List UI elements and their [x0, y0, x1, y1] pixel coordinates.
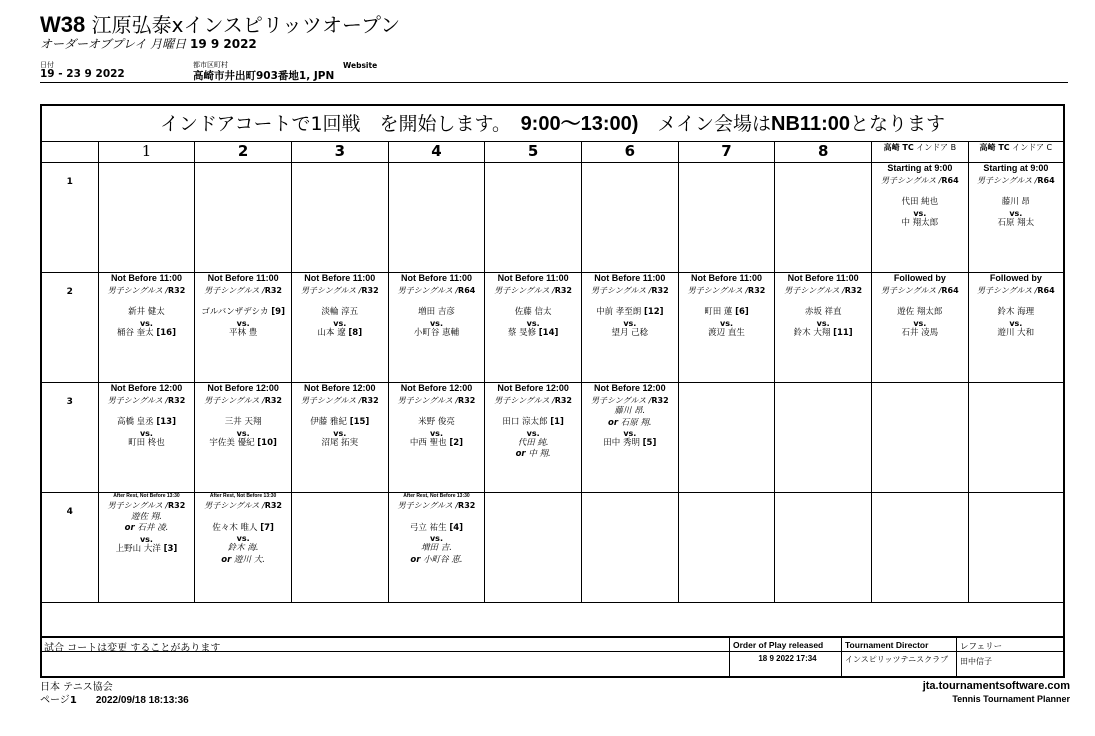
order-of-play-subtitle: オーダーオブプレイ 月曜日 19 9 2022 — [40, 37, 257, 51]
court-header-8: 8 — [775, 142, 872, 163]
player-1: 町田 蓮 [6] — [704, 307, 749, 317]
match-cell[interactable] — [581, 273, 678, 383]
player-1: 米野 俊亮 — [418, 417, 455, 427]
match-cell[interactable] — [872, 163, 969, 273]
player-2: 蔡 旻修 [14] — [507, 327, 559, 338]
versus-label: vs. — [139, 428, 153, 438]
match-event: 男子シングルス /R32 — [107, 395, 186, 405]
match-cell — [581, 493, 678, 603]
player-1: 佐々木 唯人 [7] — [212, 522, 274, 533]
match-cell — [775, 383, 872, 493]
match-cell — [775, 163, 872, 273]
match-event: 男子シングルス /R64 — [880, 175, 959, 185]
printed-timestamp: 2022/09/18 18:13:36 — [95, 695, 189, 706]
court-header-5: 5 — [485, 142, 582, 163]
schedule-banner: インドアコートで1回戦 を開始します。 9:00～13:00) メイン会場はNB11:00となります — [42, 106, 1063, 142]
versus-label: vs. — [429, 318, 443, 328]
match-event: 男子シングルス /R64 — [976, 285, 1055, 295]
play-date: 19 9 2022 — [189, 37, 257, 51]
match-cell — [678, 163, 775, 273]
versus-label: vs. — [139, 534, 153, 544]
player-1: 伊藤 雅紀 [15] — [310, 417, 370, 427]
match-time: Not Before 11:00 — [207, 273, 279, 283]
match-event: 男子シングルス /R32 — [107, 285, 186, 295]
match-cell[interactable]: Not Before 12:00 男子シングルス /R32 藤川 昂. or 石原 翔. vs. 田中 秀明 [5] — [581, 383, 678, 493]
match-time: Not Before 11:00 — [594, 273, 666, 283]
match-cell[interactable] — [678, 273, 775, 383]
match-time: Not Before 11:00 — [787, 273, 859, 283]
match-time: After Rest, Not Before 13:30 — [209, 493, 277, 499]
match-event: 男子シングルス /R32 — [590, 395, 669, 405]
match-cell[interactable] — [98, 383, 195, 493]
court-header-4: 4 — [388, 142, 485, 163]
match-time: Not Before 12:00 — [400, 383, 473, 393]
player-2: 沼尾 拓実 — [321, 437, 359, 448]
match-cell — [581, 163, 678, 273]
order-released-value: 18 9 2022 17:34 — [758, 654, 817, 663]
court-header-3: 3 — [291, 142, 388, 163]
match-cell[interactable] — [968, 163, 1063, 273]
court-change-note: 試合 コートは変更 することがあります — [44, 643, 221, 654]
city-value: 高崎市井出町903番地1, JPN — [193, 70, 335, 82]
player-1: 赤坂 祥直 — [804, 307, 842, 317]
match-cell — [485, 163, 582, 273]
player-1: 代田 純也 — [901, 197, 939, 207]
match-time: Not Before 12:00 — [497, 383, 569, 393]
player-tbd: 増田 吉. — [421, 543, 452, 553]
player-2: 平林 豊 — [229, 327, 258, 338]
player-1: 弓立 祐生 [4] — [409, 522, 464, 533]
match-cell[interactable]: After Rest, Not Before 13:30 男子シングルス /R32 遊佐 翔. or 石井 凌. vs. 上野山 大洋 [3] — [98, 493, 195, 603]
website-label: Website — [343, 61, 378, 70]
player-2: 小町谷 恵輔 — [413, 327, 460, 338]
player-tbd: 鈴木 海. — [227, 543, 259, 553]
player-2: 町田 柊也 — [128, 437, 165, 448]
match-event: 男子シングルス /R32 — [300, 395, 379, 405]
player-2: 田中 秀明 [5] — [603, 438, 657, 448]
referee-value: 田中信子 — [960, 657, 992, 666]
match-time: Followed by — [989, 273, 1042, 283]
player-1: 新井 健太 — [128, 307, 165, 317]
versus-label: vs. — [913, 318, 927, 328]
schedule-row — [42, 163, 1063, 273]
match-time: Not Before 11:00 — [110, 273, 182, 283]
match-cell[interactable]: Not Before 12:00 男子シングルス /R32 田口 涼太郎 [1] vs. 代田 純. or 中 翔. — [485, 383, 582, 493]
match-event: 男子シングルス /R32 — [494, 285, 572, 295]
player-1: 遊佐 翔太郎 — [897, 307, 943, 317]
versus-label: vs. — [623, 429, 637, 438]
player-1: ゴルバンザデシカ [9] — [201, 307, 285, 317]
match-cell — [775, 493, 872, 603]
match-cell[interactable] — [872, 273, 969, 383]
player-2: 宇佐美 優紀 [10] — [209, 437, 277, 448]
schedule-row — [42, 493, 1063, 603]
footer-left: 日本 テニス協会 ページ1 2022/09/18 18:13:36 — [40, 682, 189, 706]
match-cell[interactable] — [388, 273, 485, 383]
match-event: 男子シングルス /R32 — [687, 285, 766, 295]
match-time: Not Before 12:00 — [594, 383, 666, 393]
player-2: 渡辺 直生 — [708, 327, 745, 338]
footer-right — [923, 680, 1070, 706]
match-time: Not Before 11:00 — [304, 273, 376, 283]
match-event: 男子シングルス /R32 — [204, 285, 282, 295]
versus-label: vs. — [429, 428, 443, 438]
row-number: 2 — [42, 273, 98, 383]
referee-label: レフェリー — [960, 642, 1003, 652]
match-cell[interactable] — [485, 273, 582, 383]
match-time: Not Before 11:00 — [690, 273, 762, 283]
match-cell — [291, 493, 388, 603]
player-1: 田口 涼太郎 [1] — [502, 417, 564, 427]
site-link[interactable]: jta.tournamentsoftware.com — [922, 680, 1070, 692]
court-header-2: 2 — [195, 142, 292, 163]
match-cell[interactable] — [291, 383, 388, 493]
match-cell — [195, 163, 292, 273]
match-event: 男子シングルス /R32 — [300, 285, 379, 295]
player-1: 淡輪 淳五 — [321, 307, 359, 317]
player-2: 山本 遼 [8] — [317, 327, 363, 338]
organization: 日本 テニス協会 — [40, 682, 113, 693]
order-released-label: Order of Play released — [733, 640, 824, 650]
schedule-sheet — [40, 104, 1065, 678]
match-time: After Rest, Not Before 13:30 — [113, 493, 180, 499]
match-cell — [968, 383, 1063, 493]
match-time: Not Before 12:00 — [207, 383, 279, 393]
row-number: 1 — [42, 163, 98, 273]
planner-name: Tennis Tournament Planner — [952, 694, 1070, 704]
player-2: 中西 聖也 [2] — [409, 437, 464, 448]
match-time: Not Before 12:00 — [304, 383, 376, 393]
court-header-10: 高崎 TC インドア C — [968, 142, 1063, 163]
versus-label: vs. — [236, 428, 250, 438]
match-event: 男子シングルス /R32 — [204, 501, 282, 510]
director-value: インスピリッツテニスクラブ — [845, 655, 949, 664]
match-time: Starting at 9:00 — [983, 163, 1049, 173]
director-box — [841, 638, 957, 678]
corner-cell — [42, 142, 98, 163]
player-2: 桶谷 奎太 [16] — [116, 327, 176, 338]
match-cell — [291, 163, 388, 273]
court-header-7: 7 — [678, 142, 775, 163]
versus-label: vs. — [719, 318, 733, 328]
match-event: 男子シングルス /R64 — [976, 175, 1055, 185]
player-1: 佐藤 信太 — [514, 307, 552, 317]
match-event: 男子シングルス /R64 — [880, 285, 959, 295]
match-cell — [678, 493, 775, 603]
match-cell — [388, 163, 485, 273]
match-event: 男子シングルス /R32 — [397, 501, 476, 510]
versus-label: vs. — [429, 534, 443, 543]
versus-label: vs. — [236, 318, 250, 328]
versus-label: vs. — [236, 534, 250, 543]
player-1: 中前 孝至朗 [12] — [596, 307, 664, 317]
tournament-title — [40, 9, 400, 38]
player-2: 望月 己稔 — [611, 327, 649, 338]
row-number: 4 — [42, 493, 98, 603]
match-cell[interactable] — [98, 273, 195, 383]
match-event: 男子シングルス /R32 — [397, 395, 476, 405]
match-event: 男子シングルス /R32 — [107, 501, 186, 510]
match-event: 男子シングルス /R32 — [494, 395, 572, 405]
match-event: 男子シングルス /R64 — [397, 285, 476, 295]
date-value: 19 - 23 9 2022 — [40, 68, 125, 80]
match-time: Not Before 12:00 — [110, 383, 183, 393]
tournament-code: W38 — [40, 12, 86, 37]
player-1: 増田 吉彦 — [418, 307, 455, 317]
versus-label: vs. — [913, 208, 927, 218]
versus-label: vs. — [526, 318, 540, 328]
versus-label: vs. — [1009, 318, 1023, 328]
versus-label: vs. — [139, 318, 153, 328]
schedule-row — [42, 273, 1063, 383]
match-time: Not Before 11:00 — [400, 273, 472, 283]
match-event: 男子シングルス /R32 — [784, 285, 863, 295]
versus-label: vs. — [1009, 208, 1023, 218]
match-event: 男子シングルス /R32 — [204, 395, 282, 405]
footer-box — [42, 636, 1063, 678]
match-cell[interactable] — [195, 273, 292, 383]
tournament-name: 江原弘泰xインスピリッツオープン — [91, 13, 401, 37]
player-tbd: 代田 純. — [517, 437, 549, 448]
match-cell — [98, 163, 195, 273]
match-event: 男子シングルス /R32 — [590, 285, 669, 295]
player-1: 三井 天翔 — [224, 417, 262, 427]
match-cell — [485, 493, 582, 603]
header-divider — [40, 82, 1068, 83]
versus-label: vs. — [526, 428, 540, 438]
row-number: 3 — [42, 383, 98, 493]
match-cell[interactable]: After Rest, Not Before 13:30 男子シングルス /R32 佐々木 唯人 [7] vs. 鈴木 海. or 遊川 大. — [195, 493, 292, 603]
match-time: Not Before 11:00 — [497, 273, 569, 283]
player-1: 鈴木 海理 — [997, 307, 1035, 317]
versus-label: vs. — [333, 428, 347, 438]
player-2: 上野山 大洋 [3] — [115, 543, 178, 554]
match-cell — [678, 383, 775, 493]
schedule-row — [42, 383, 1063, 493]
player-tbd: 遊佐 翔. — [131, 511, 162, 522]
match-time: Starting at 9:00 — [887, 163, 953, 173]
player-1: 高橋 皇丞 [13] — [116, 417, 176, 427]
date-label: 日付 — [40, 61, 54, 69]
player-tbd: 藤川 昂. — [614, 406, 646, 416]
page-number: 1 — [69, 695, 77, 706]
match-time: Followed by — [893, 273, 946, 283]
match-cell[interactable] — [195, 383, 292, 493]
match-time: After Rest, Not Before 13:30 — [403, 493, 470, 499]
court-header-6: 6 — [581, 142, 678, 163]
versus-label: vs. — [623, 318, 637, 328]
match-cell[interactable] — [775, 273, 872, 383]
match-cell[interactable] — [291, 273, 388, 383]
court-header-1: 1 — [98, 142, 195, 163]
player-2: 遊川 大和 — [997, 327, 1035, 338]
director-label: Tournament Director — [845, 640, 929, 650]
player-1: 藤川 昂 — [1001, 197, 1030, 207]
match-cell[interactable] — [968, 273, 1063, 383]
player-2: 石井 凌馬 — [901, 327, 939, 338]
order-released-box — [729, 638, 842, 678]
court-header-9: 高崎 TC インドア B — [872, 142, 969, 163]
city-label: 都市区町村 — [193, 61, 228, 69]
schedule-grid — [42, 142, 1063, 688]
player-2: 鈴木 大翔 [11] — [793, 327, 853, 338]
player-2: 中 翔太郎 — [901, 217, 939, 228]
player-2: 石原 翔太 — [997, 217, 1035, 228]
versus-label: vs. — [816, 318, 830, 328]
match-cell[interactable]: After Rest, Not Before 13:30 男子シングルス /R32 弓立 祐生 [4] vs. 増田 吉. or 小町谷 恵. — [388, 493, 485, 603]
match-cell — [872, 383, 969, 493]
match-cell[interactable] — [388, 383, 485, 493]
referee-box — [956, 638, 1066, 678]
versus-label: vs. — [333, 318, 347, 328]
match-cell — [968, 493, 1063, 603]
match-cell — [872, 493, 969, 603]
